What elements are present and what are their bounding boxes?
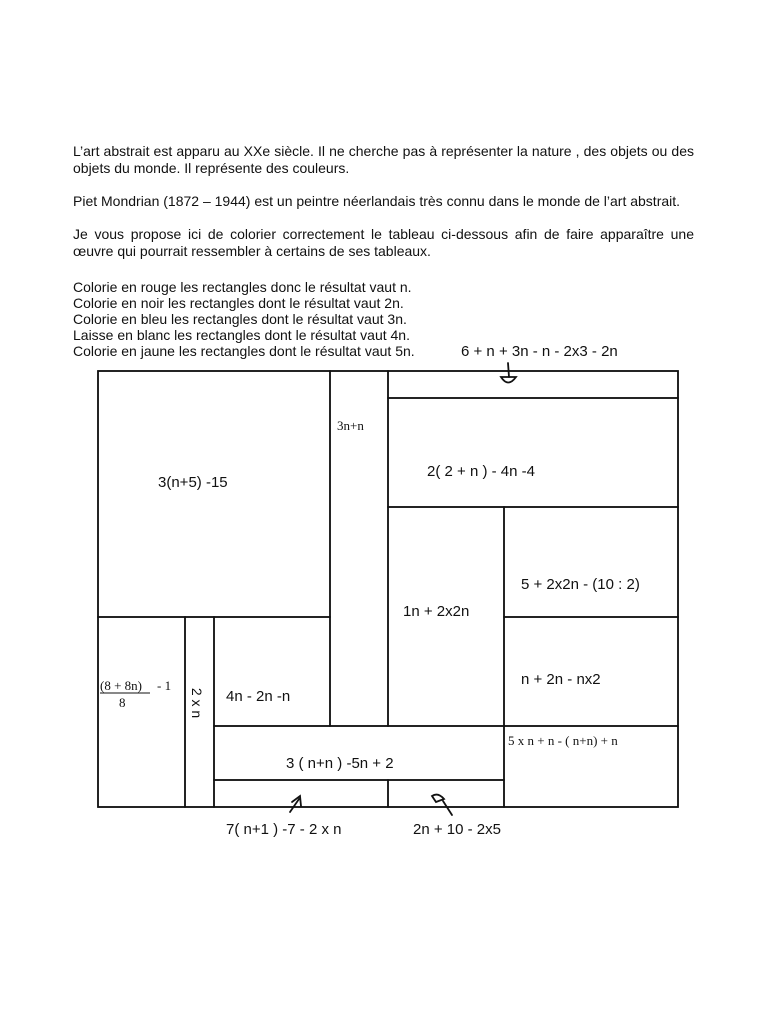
instruction-blue: Colorie en bleu les rectangles dont le résultat vaut 3n. — [73, 311, 407, 327]
expr-bottom-right: 5 x n + n - ( n+n) + n — [508, 733, 618, 748]
intro-paragraph-2: Piet Mondrian (1872 – 1944) est un peintre néerlandais très connu dans le monde de l’art abstrait. — [73, 193, 681, 209]
arrow-bottom-right — [432, 795, 452, 815]
expr-big-square: 3(n+5) -15 — [158, 474, 228, 491]
instruction-black: Colorie en noir les rectangles dont le résultat vaut 2n. — [73, 295, 404, 311]
arrow-top — [501, 363, 516, 383]
rect-small-box[interactable] — [214, 617, 330, 726]
expr-bottom-right-outside: 2n + 10 - 2x5 — [413, 821, 501, 838]
expr-right-middle: 5 + 2x2n - (10 : 2) — [521, 576, 640, 593]
expr-center-column: 1n + 2x2n — [403, 603, 470, 620]
expr-fraction-minus: - 1 — [157, 678, 172, 693]
expr-wide-bar: 3 ( n+n ) -5n + 2 — [286, 755, 394, 772]
instruction-red: Colorie en rouge les rectangles donc le résultat vaut n. — [73, 279, 412, 295]
expr-fraction-numerator: (8 + 8n) — [100, 678, 142, 693]
instruction-white: Laisse en blanc les rectangles dont le résultat vaut 4n. — [73, 327, 410, 343]
rect-fraction-box[interactable] — [98, 617, 185, 807]
intro-paragraph-3: Je vous propose ici de colorier correctement le tableau ci-dessous afin de faire apparaître une œuvre qui pourrait ressembler à certains de ses tableaux. — [73, 226, 694, 259]
rect-right-middle[interactable] — [504, 507, 678, 617]
expr-top-outside: 6 + n + 3n - n - 2x3 - 2n — [461, 343, 618, 360]
expr-vertical-strip: 2 x n — [189, 687, 206, 719]
rect-top-strip[interactable] — [388, 371, 678, 398]
expr-fraction-denominator: 8 — [119, 695, 126, 710]
expr-upper-right: 2( 2 + n ) - 4n -4 — [427, 463, 535, 480]
expr-right-lower: n + 2n - nx2 — [521, 671, 601, 688]
rect-upper-right[interactable] — [388, 398, 678, 507]
expr-bottom-left-outside: 7( n+1 ) -7 - 2 x n — [226, 821, 342, 838]
expr-small-box: 4n - 2n -n — [226, 688, 291, 705]
expr-tall-column: 3n+n — [337, 418, 364, 433]
instruction-yellow: Colorie en jaune les rectangles dont le résultat vaut 5n. — [73, 343, 415, 359]
rect-big-square[interactable] — [98, 371, 330, 617]
intro-paragraph-1: L’art abstrait est apparu au XXe siècle. Il ne cherche pas à représenter la nature , des objets ou des objets du monde. Il représente des couleurs. — [73, 143, 694, 176]
rect-bottom-right-small[interactable] — [388, 780, 504, 807]
arrow-bottom-left — [290, 796, 301, 812]
